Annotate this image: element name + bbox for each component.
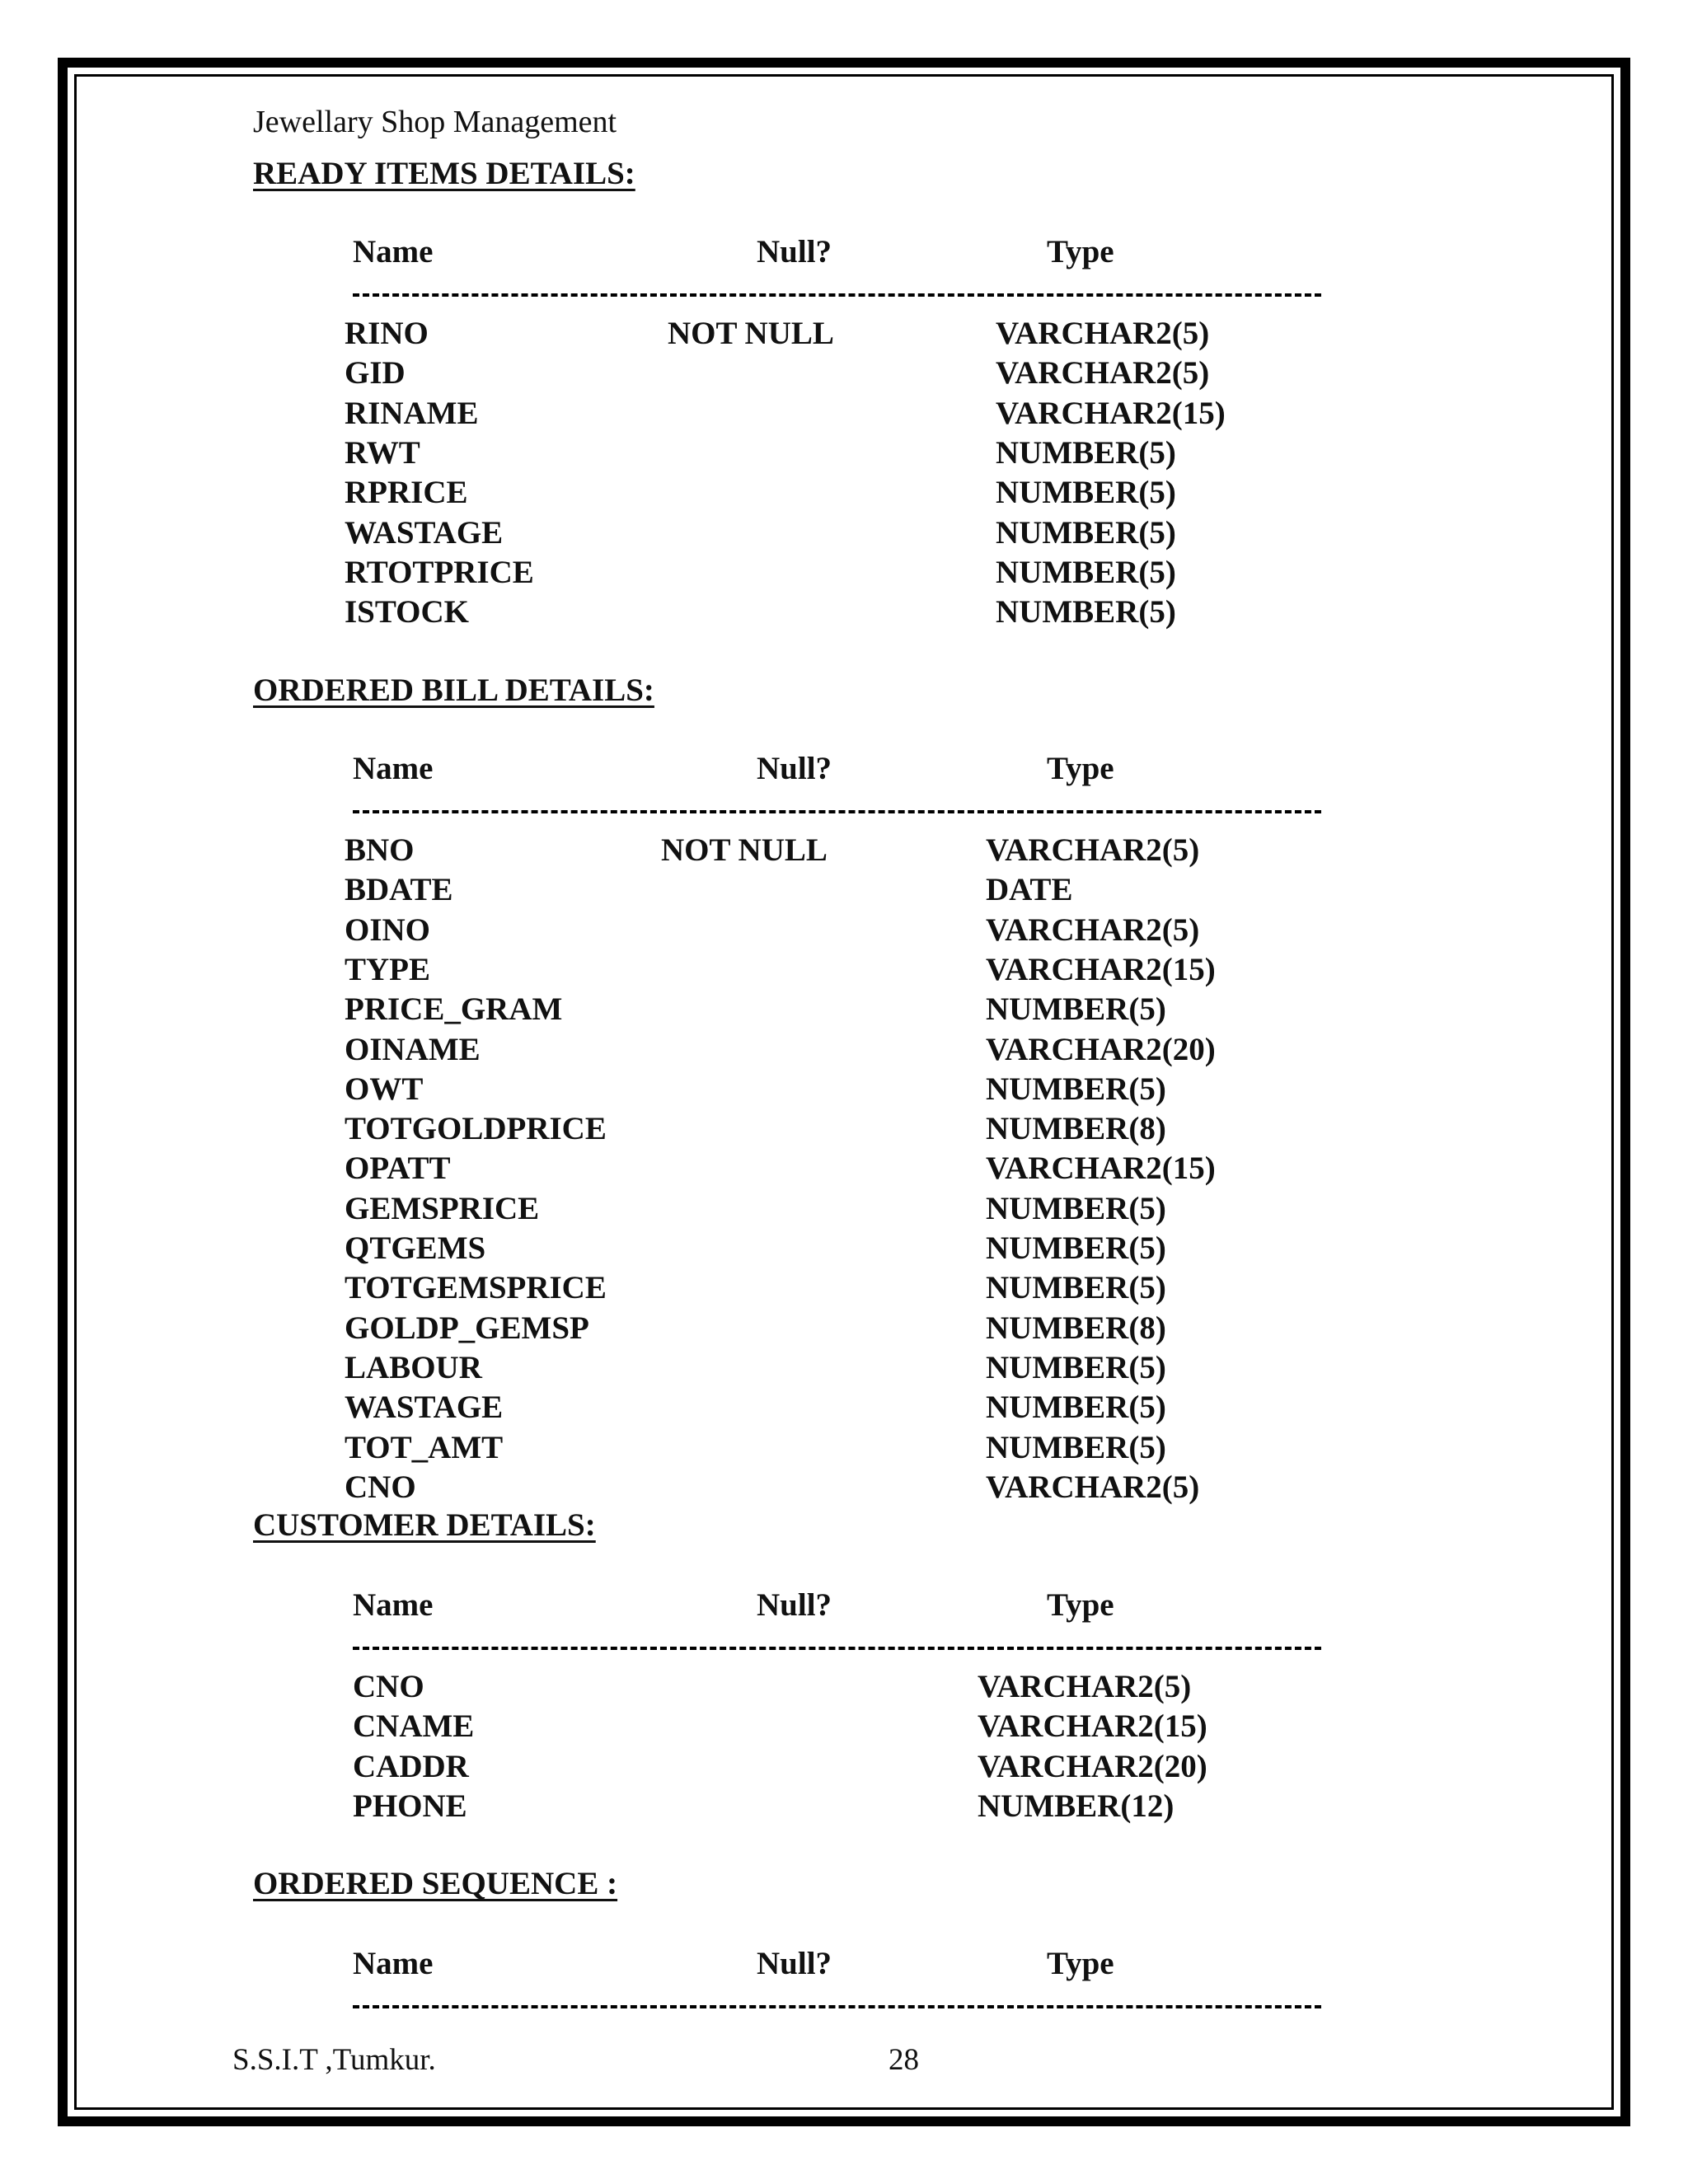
table-row bbox=[0, 832, 1688, 871]
col-header-null: Null? bbox=[757, 234, 832, 269]
col-header-name: Name bbox=[353, 234, 434, 269]
data-type-cell: VARCHAR2(5) bbox=[986, 832, 1200, 868]
data-type-cell: NUMBER(5) bbox=[996, 594, 1176, 630]
data-type-cell: NUMBER(5) bbox=[986, 1430, 1166, 1465]
data-type-cell: NUMBER(5) bbox=[996, 475, 1176, 510]
column-name-cell: BNO bbox=[345, 832, 415, 868]
table-row bbox=[0, 1668, 1688, 1708]
data-type-cell: VARCHAR2(20) bbox=[986, 1032, 1216, 1067]
data-type-cell: VARCHAR2(5) bbox=[996, 355, 1210, 391]
table-row bbox=[0, 354, 1688, 394]
table-row bbox=[0, 1031, 1688, 1071]
table-row bbox=[0, 1310, 1688, 1349]
column-name-cell: OWT bbox=[345, 1071, 424, 1107]
table-row bbox=[0, 1150, 1688, 1189]
col-header-type: Type bbox=[1047, 1946, 1114, 1981]
data-type-cell: VARCHAR2(15) bbox=[986, 952, 1216, 987]
table-row bbox=[0, 1748, 1688, 1788]
column-name-cell: QTGEMS bbox=[345, 1230, 486, 1266]
page-number: 28 bbox=[889, 2043, 919, 2077]
header-separator bbox=[353, 293, 1321, 297]
column-name-cell: WASTAGE bbox=[345, 1390, 504, 1425]
data-type-cell: NUMBER(5) bbox=[996, 515, 1176, 551]
column-name-cell: RTOTPRICE bbox=[345, 555, 534, 590]
column-name-cell: ISTOCK bbox=[345, 594, 470, 630]
section-title-customer: CUSTOMER DETAILS: bbox=[253, 1507, 596, 1543]
table-row bbox=[0, 474, 1688, 513]
table-row bbox=[0, 1788, 1688, 1827]
header-separator bbox=[353, 2005, 1321, 2008]
column-name-cell: CNO bbox=[353, 1669, 424, 1704]
data-type-cell: NUMBER(5) bbox=[986, 1270, 1166, 1305]
header-separator bbox=[353, 1647, 1321, 1650]
column-name-cell: OPATT bbox=[345, 1151, 451, 1186]
null-constraint-cell: NOT NULL bbox=[661, 832, 828, 868]
column-name-cell: RWT bbox=[345, 435, 420, 471]
column-name-cell: TYPE bbox=[345, 952, 431, 987]
column-name-cell: CNAME bbox=[353, 1708, 475, 1744]
data-type-cell: NUMBER(8) bbox=[986, 1310, 1166, 1346]
data-type-cell: NUMBER(5) bbox=[986, 1350, 1166, 1385]
column-name-cell: RINO bbox=[345, 316, 429, 351]
section-title-ordered-bill: ORDERED BILL DETAILS: bbox=[253, 673, 654, 708]
table-row bbox=[0, 1429, 1688, 1469]
column-name-cell: GOLDP_GEMSP bbox=[345, 1310, 589, 1346]
data-type-cell: NUMBER(8) bbox=[986, 1111, 1166, 1146]
section-title-ready-items: READY ITEMS DETAILS: bbox=[253, 156, 635, 191]
col-header-null: Null? bbox=[757, 1587, 832, 1623]
column-name-cell: RPRICE bbox=[345, 475, 468, 510]
data-type-cell: NUMBER(5) bbox=[996, 435, 1176, 471]
table-row bbox=[0, 991, 1688, 1030]
column-name-cell: PRICE_GRAM bbox=[345, 991, 563, 1027]
data-type-cell: NUMBER(12) bbox=[978, 1788, 1175, 1824]
col-header-type: Type bbox=[1047, 751, 1114, 786]
data-type-cell: VARCHAR2(5) bbox=[996, 316, 1210, 351]
column-name-cell: CNO bbox=[345, 1469, 416, 1505]
header-separator bbox=[353, 810, 1321, 813]
table-row bbox=[0, 434, 1688, 474]
column-name-cell: GEMSPRICE bbox=[345, 1191, 540, 1226]
column-name-cell: CADDR bbox=[353, 1749, 469, 1784]
null-constraint-cell: NOT NULL bbox=[668, 316, 834, 351]
data-type-cell: NUMBER(5) bbox=[986, 991, 1166, 1027]
data-type-cell: VARCHAR2(5) bbox=[986, 912, 1200, 948]
data-type-cell: VARCHAR2(5) bbox=[978, 1669, 1192, 1704]
column-name-cell: BDATE bbox=[345, 872, 453, 907]
section-title-ordered-sequence: ORDERED SEQUENCE : bbox=[253, 1866, 618, 1901]
column-name-cell: OINAME bbox=[345, 1032, 481, 1067]
column-name-cell: TOTGEMSPRICE bbox=[345, 1270, 607, 1305]
column-name-cell: RINAME bbox=[345, 396, 479, 431]
page-header: Jewellary Shop Management bbox=[253, 105, 617, 139]
col-header-name: Name bbox=[353, 751, 434, 786]
table-row bbox=[0, 912, 1688, 951]
column-name-cell: WASTAGE bbox=[345, 515, 504, 551]
column-name-cell: TOT_AMT bbox=[345, 1430, 504, 1465]
table-row bbox=[0, 1190, 1688, 1230]
column-name-cell: OINO bbox=[345, 912, 431, 948]
column-name-cell: GID bbox=[345, 355, 406, 391]
data-type-cell: VARCHAR2(15) bbox=[986, 1151, 1216, 1186]
col-header-type: Type bbox=[1047, 1587, 1114, 1623]
table-row bbox=[0, 1389, 1688, 1428]
data-type-cell: NUMBER(5) bbox=[986, 1071, 1166, 1107]
table-row bbox=[0, 593, 1688, 633]
table-row bbox=[0, 1071, 1688, 1110]
data-type-cell: NUMBER(5) bbox=[986, 1230, 1166, 1266]
data-type-cell: VARCHAR2(5) bbox=[986, 1469, 1200, 1505]
data-type-cell: DATE bbox=[986, 872, 1073, 907]
table-row bbox=[0, 1708, 1688, 1747]
table-row bbox=[0, 1349, 1688, 1389]
col-header-null: Null? bbox=[757, 751, 832, 786]
data-type-cell: VARCHAR2(15) bbox=[978, 1708, 1207, 1744]
table-row bbox=[0, 514, 1688, 554]
table-row bbox=[0, 395, 1688, 434]
data-type-cell: NUMBER(5) bbox=[986, 1390, 1166, 1425]
data-type-cell: VARCHAR2(20) bbox=[978, 1749, 1207, 1784]
table-row bbox=[0, 1269, 1688, 1309]
table-row bbox=[0, 315, 1688, 354]
data-type-cell: NUMBER(5) bbox=[996, 555, 1176, 590]
data-type-cell: VARCHAR2(15) bbox=[996, 396, 1226, 431]
table-row bbox=[0, 1110, 1688, 1150]
col-header-type: Type bbox=[1047, 234, 1114, 269]
footer-institution: S.S.I.T ,Tumkur. bbox=[232, 2043, 436, 2077]
table-row bbox=[0, 554, 1688, 593]
table-row bbox=[0, 1469, 1688, 1508]
column-name-cell: TOTGOLDPRICE bbox=[345, 1111, 607, 1146]
col-header-name: Name bbox=[353, 1946, 434, 1981]
column-name-cell: LABOUR bbox=[345, 1350, 482, 1385]
data-type-cell: NUMBER(5) bbox=[986, 1191, 1166, 1226]
table-row bbox=[0, 871, 1688, 911]
col-header-null: Null? bbox=[757, 1946, 832, 1981]
table-row bbox=[0, 1230, 1688, 1269]
table-row bbox=[0, 951, 1688, 991]
col-header-name: Name bbox=[353, 1587, 434, 1623]
column-name-cell: PHONE bbox=[353, 1788, 467, 1824]
